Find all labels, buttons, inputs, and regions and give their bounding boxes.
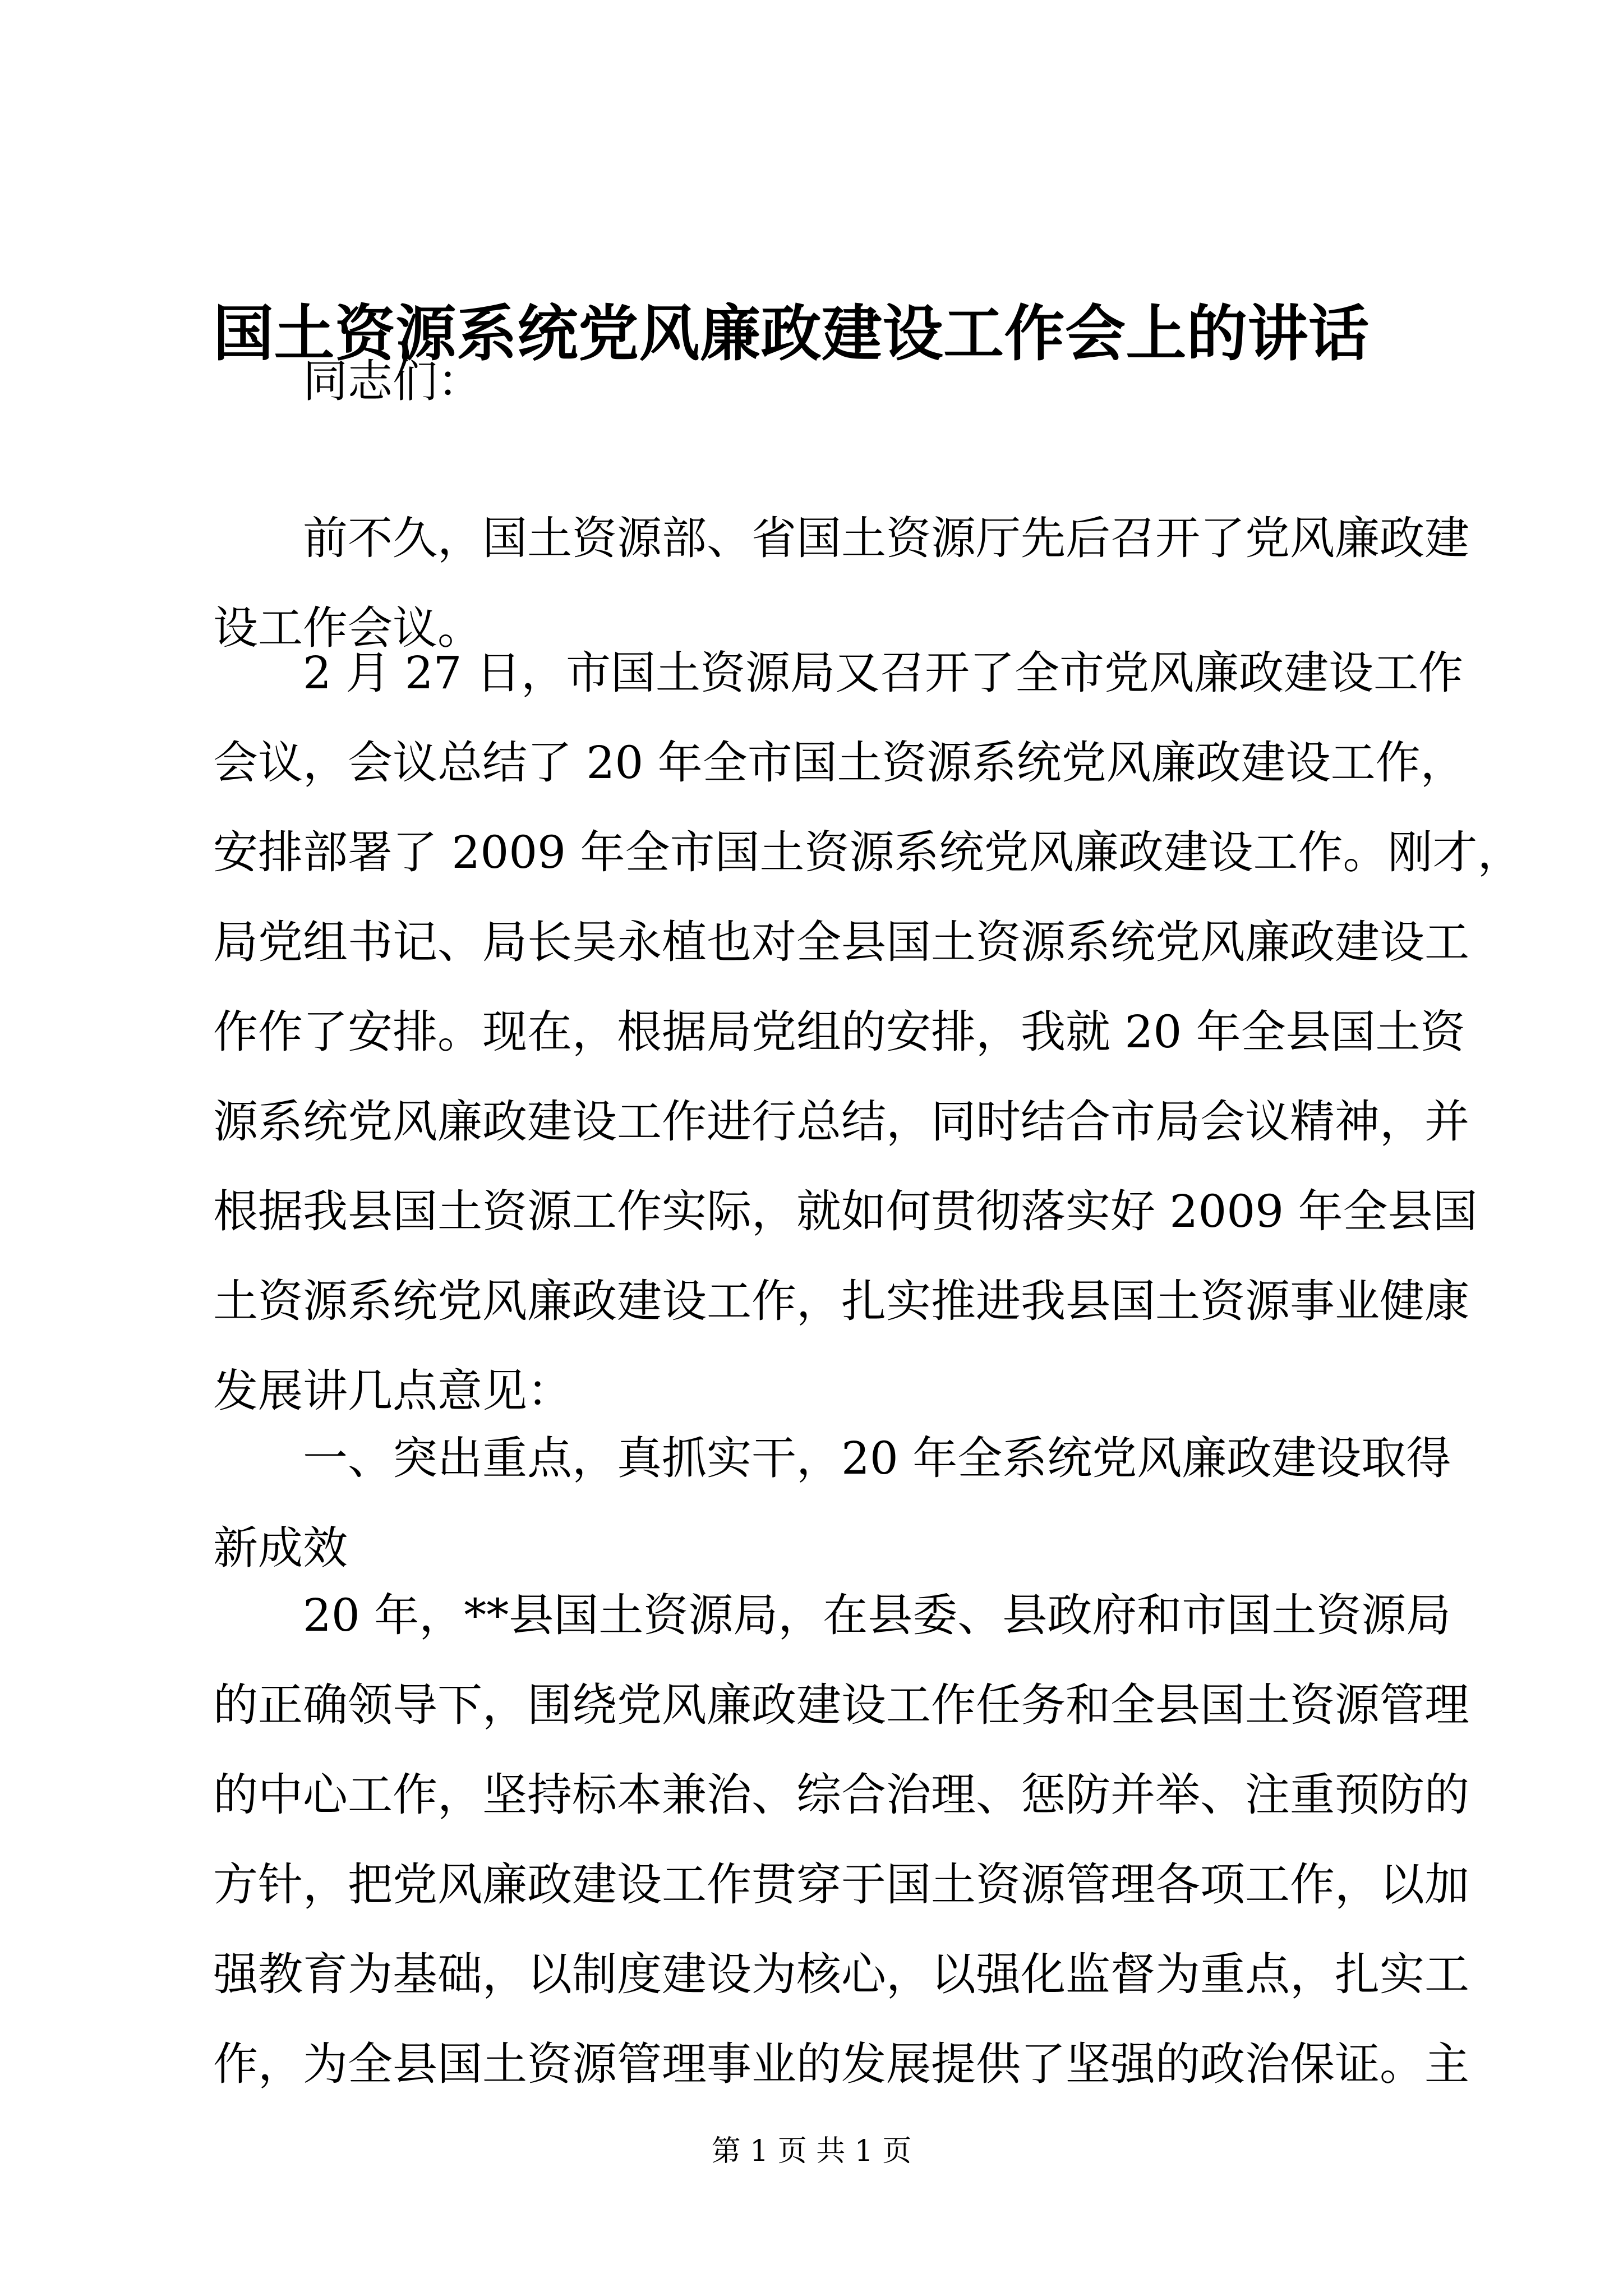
- document-title: 国土资源系统党风廉政建设工作会上的讲话: [213, 298, 1370, 369]
- page-number-label: 第 1 页 共 1 页: [711, 2134, 912, 2168]
- paragraph-line: 同志们：: [303, 355, 482, 407]
- paragraph-line: 新成效: [213, 1522, 348, 1574]
- paragraph-line: 作作了安排。现在，根据局党组的安排，我就 20 年全县国土资: [213, 1006, 1465, 1058]
- paragraph-line: 设工作会议。: [213, 602, 482, 654]
- paragraph-line: 根据我县国土资源工作实际，就如何贯彻落实好 2009 年全县国: [213, 1185, 1478, 1237]
- paragraph-line: 的正确领导下，围绕党风廉政建设工作任务和全县国土资源管理: [213, 1679, 1469, 1731]
- paragraph-line: 土资源系统党风廉政建设工作，扎实推进我县国土资源事业健康: [213, 1275, 1469, 1327]
- section-heading-1: [213, 1414, 1451, 1593]
- paragraph-line: 会议，会议总结了 20 年全市国土资源系统党风廉政建设工作，: [213, 737, 1465, 789]
- paragraph-line: 源系统党风廉政建设工作进行总结，同时结合市局会议精神，并: [213, 1096, 1469, 1148]
- paragraph-line: 前不久，国土资源部、省国土资源厅先后召开了党风廉政建: [303, 512, 1469, 564]
- paragraph-line: 发展讲几点意见：: [213, 1365, 572, 1417]
- page-footer: [0, 2132, 1623, 2171]
- paragraph-4: [213, 1571, 1469, 2109]
- paragraph-line: 局党组书记、局长吴永植也对全县国土资源系统党风廉政建设工: [213, 916, 1469, 968]
- paragraph-line: 20 年，**县国土资源局，在县委、县政府和市国土资源局: [303, 1589, 1451, 1641]
- paragraph-salutation: [213, 337, 1430, 426]
- paragraph-line: 安排部署了 2009 年全市国土资源系统党风廉政建设工作。刚才，: [213, 826, 1523, 878]
- paragraph-line: 作，为全县国土资源管理事业的发展提供了坚强的政治保证。主: [213, 2038, 1469, 2090]
- paragraph-line: 的中心工作，坚持标本兼治、综合治理、惩防并举、注重预防的: [213, 1769, 1469, 1821]
- paragraph-line: 方针，把党风廉政建设工作贯穿于国土资源管理各项工作，以加: [213, 1858, 1469, 1911]
- paragraph-line: 强教育为基础，以制度建设为核心，以强化监督为重点，扎实工: [213, 1948, 1469, 2000]
- paragraph-2: [213, 628, 1523, 1436]
- paragraph-line: 2 月 27 日，市国土资源局又召开了全市党风廉政建设工作: [303, 647, 1463, 699]
- paragraph-line: 一、突出重点，真抓实干，20 年全系统党风廉政建设取得: [303, 1432, 1451, 1484]
